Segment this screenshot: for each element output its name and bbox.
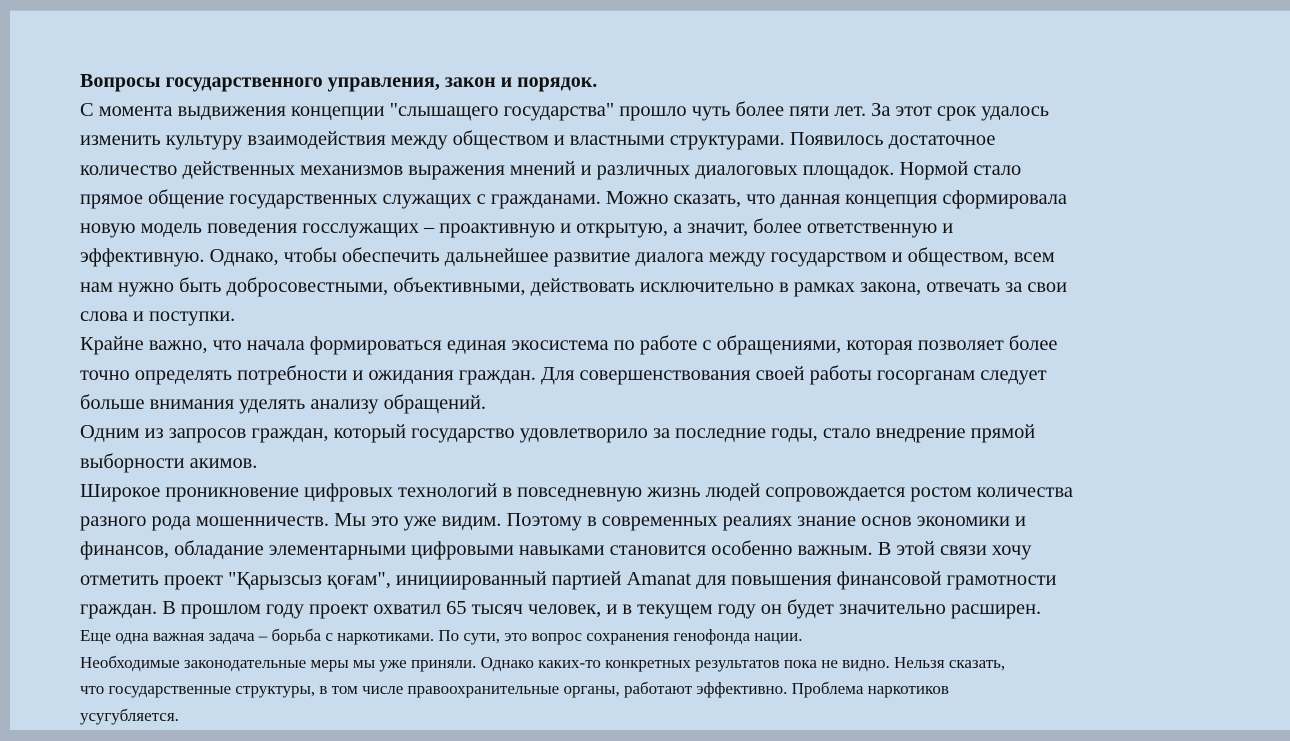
text-line: Широкое проникновение цифровых технологий в повседневную жизнь людей сопровождается ростом количества (80, 479, 1073, 502)
article (80, 67, 1270, 729)
text-line: что государственные структуры, в том числе правоохранительные органы, работают эффективно. Проблема наркотиков (80, 679, 949, 699)
text-line: точно определять потребности и ожидания граждан. Для совершенствования своей работы госорганам следует (80, 362, 1047, 385)
article-heading: Вопросы государственного управления, закон и порядок. (80, 70, 598, 92)
paragraph-4 (80, 477, 1270, 623)
text-line: больше внимания уделять анализу обращений. (80, 391, 486, 414)
text-line: слова и поступки. (80, 304, 236, 327)
paragraph-5 (80, 623, 1270, 650)
text-line: разного рода мошенничеств. Мы это уже видим. Поэтому в современных реалиях знание основ экономики и (80, 509, 1026, 532)
text-line: Еще одна важная задача – борьба с наркотиками. По сути, это вопрос сохранения генофонда нации. (80, 626, 803, 646)
text-line: прямое общение государственных служащих с гражданами. Можно сказать, что данная концепция сформировала (80, 186, 1067, 209)
paragraph-6 (80, 650, 1270, 730)
text-line: усугубляется. (80, 705, 179, 725)
text-line: финансов, обладание элементарными цифровыми навыками становится особенно важным. В этой связи хочу (80, 538, 1032, 561)
text-line: Одним из запросов граждан, который государство удовлетворило за последние годы, стало внедрение прямой (80, 421, 1036, 444)
paragraph-3 (80, 418, 1270, 477)
text-line: эффективную. Однако, чтобы обеспечить дальнейшее развитие диалога между государством и обществом, всем (80, 245, 1055, 268)
paragraph-2 (80, 330, 1270, 418)
text-line: Необходимые законодательные меры мы уже приняли. Однако каких-то конкретных результатов пока не видно. Нельзя сказать, (80, 652, 1006, 672)
document-panel (10, 10, 1290, 730)
text-line: нам нужно быть добросовестными, объективными, действовать исключительно в рамках закона, отвечать за свои (80, 274, 1068, 297)
text-line: новую модель поведения госслужащих – проактивную и открытую, а значит, более ответственную и (80, 216, 954, 239)
text-line: граждан. В прошлом году проект охватил 65 тысяч человек, и в текущем году он будет значительно расширен. (80, 597, 1042, 620)
text-line: выборности акимов. (80, 450, 258, 473)
text-line: количество действенных механизмов выражения мнений и различных диалоговых площадок. Нормой стало (80, 157, 1022, 180)
paragraph-1 (80, 96, 1270, 330)
text-line: С момента выдвижения концепции "слышащего государства" прошло чуть более пяти лет. За этот срок удалось (80, 99, 1050, 121)
text-line: изменить культуру взаимодействия между обществом и властными структурами. Появилось достаточное (80, 128, 996, 151)
text-line: отметить проект "Қарызсыз қоғам", инициированный партией Amanat для повышения финансовой грамотности (80, 567, 1057, 590)
text-line: Крайне важно, что начала формироваться единая экосистема по работе с обращениями, которая позволяет более (80, 333, 1058, 356)
